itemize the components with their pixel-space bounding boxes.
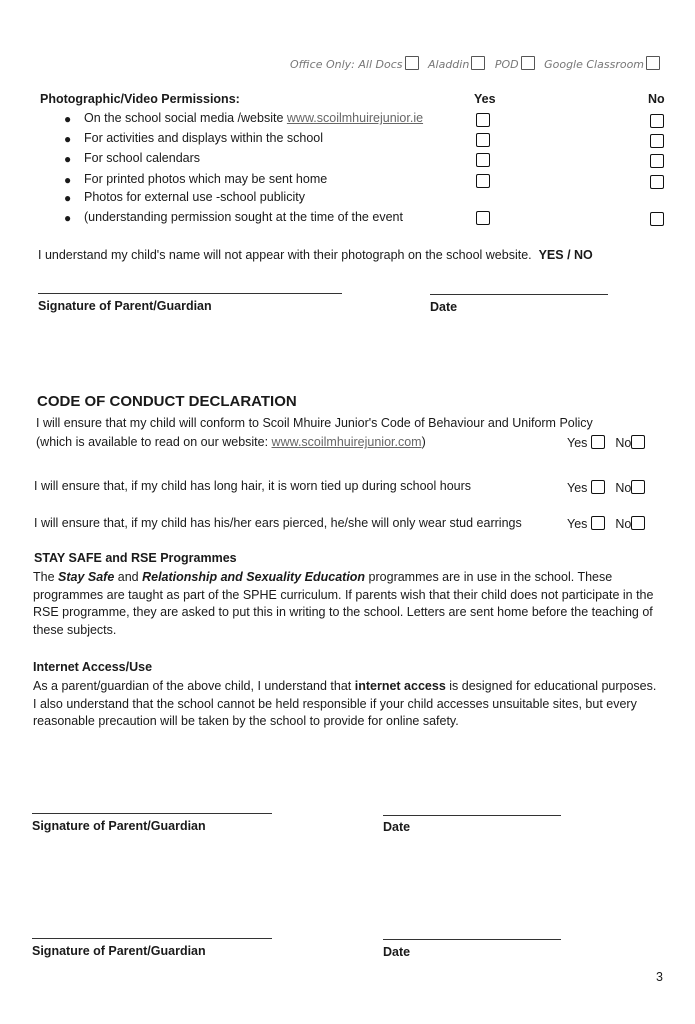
conduct-yes-no-hair — [567, 480, 645, 495]
date-label: Date — [430, 300, 458, 314]
date-line[interactable] — [383, 939, 561, 940]
photo-item-printed: For printed photos which may be sent home — [84, 172, 328, 186]
signature-line[interactable] — [32, 938, 272, 939]
photo-yes-checkbox-calendars[interactable] — [476, 153, 490, 167]
office-item-all-docs: All Docs — [358, 58, 403, 71]
conduct-line-1: I will ensure that my child will conform to Scoil Mhuire Junior's Code of Behaviour and Uniform Policy — [36, 416, 593, 430]
stay-safe-text-2: and — [114, 570, 143, 584]
signature-line[interactable] — [32, 813, 272, 814]
conduct-line-2-suffix: ) — [421, 435, 426, 449]
internet-paragraph — [33, 678, 659, 731]
photo-item-external: Photos for external use -school publicity — [84, 190, 305, 204]
date-label: Date — [383, 945, 411, 959]
stay-safe-text-3: programmes are in use in the school. These programmes are taught as part of the SPHE curriculum. If parents wish that their child does not participate in the RSE programme, they are asked to put this in writing to the school. Letters are sent home before the teaching of these subjects. — [33, 570, 654, 637]
yes-column-header: Yes — [474, 92, 496, 106]
photo-item-calendars: For school calendars — [84, 151, 201, 165]
bullet-icon: ● — [64, 173, 72, 187]
yes-label: Yes — [567, 481, 588, 495]
code-of-conduct-title: CODE OF CONDUCT DECLARATION — [37, 393, 297, 410]
bullet-icon: ● — [64, 211, 72, 225]
bullet-icon: ● — [64, 132, 72, 146]
stay-safe-title: STAY SAFE and RSE Programmes — [34, 551, 237, 565]
photo-no-checkbox-activities[interactable] — [650, 134, 664, 148]
hair-yes-checkbox[interactable] — [591, 480, 605, 494]
name-statement — [38, 248, 593, 262]
internet-text-2: is designed for educational purposes. I also understand that the school cannot be held responsible if your child accesses unsuitable sites, but every reasonable precaution will be taken by the school to provide for online safety. — [33, 679, 657, 728]
conduct-line-2-prefix: (which is available to read on our website: — [36, 435, 272, 449]
photo-no-checkbox-printed[interactable] — [650, 175, 664, 189]
ears-yes-checkbox[interactable] — [591, 516, 605, 530]
stay-safe-paragraph — [33, 569, 673, 639]
office-only-bar — [290, 56, 666, 71]
photo-yes-checkbox-printed[interactable] — [476, 174, 490, 188]
photo-yes-checkbox-activities[interactable] — [476, 133, 490, 147]
no-label: No — [615, 481, 632, 495]
signature-label: Signature of Parent/Guardian — [32, 819, 206, 833]
no-column-header: No — [648, 92, 665, 106]
ears-statement: I will ensure that, if my child has his/her ears pierced, he/she will only wear stud earrings — [34, 516, 522, 530]
photo-item-event: (understanding permission sought at the time of the event — [84, 210, 403, 224]
yes-label: Yes — [567, 517, 588, 531]
photo-item-text: On the school social media /website — [84, 111, 287, 125]
website-link[interactable]: www.scoilmhuirejunior.ie — [286, 111, 424, 125]
photo-yes-checkbox-social-media[interactable] — [476, 113, 490, 127]
website-link-com[interactable]: www.scoilmhuirejunior.com — [271, 435, 422, 449]
signature-label: Signature of Parent/Guardian — [32, 944, 206, 958]
photo-item-social-media — [84, 111, 423, 125]
conduct-line-2 — [36, 435, 426, 449]
uniform-yes-checkbox[interactable] — [591, 435, 605, 449]
date-line[interactable] — [383, 815, 561, 816]
date-line[interactable] — [430, 294, 608, 295]
bullet-icon: ● — [64, 112, 72, 126]
bullet-icon: ● — [64, 191, 72, 205]
office-item-google-classroom: Google Classroom — [544, 58, 645, 71]
bullet-icon: ● — [64, 152, 72, 166]
conduct-yes-no-ears — [567, 516, 645, 531]
stay-safe-text-1: The — [33, 570, 59, 584]
office-checkbox-google-classroom[interactable] — [646, 56, 660, 70]
internet-bold: internet access — [354, 679, 446, 693]
name-statement-text: I understand my child's name will not appear with their photograph on the school website. — [38, 248, 532, 262]
conduct-yes-no-uniform — [567, 435, 645, 450]
stay-safe-bold-1: Stay Safe — [58, 570, 115, 584]
office-checkbox-aladdin[interactable] — [471, 56, 485, 70]
office-only-label: Office Only: — [290, 58, 355, 71]
signature-line[interactable] — [38, 293, 342, 294]
uniform-no-checkbox[interactable] — [631, 435, 645, 449]
page-number: 3 — [656, 970, 663, 984]
photo-item-activities: For activities and displays within the school — [84, 131, 324, 145]
office-item-pod: POD — [494, 58, 519, 71]
photo-permissions-title: Photographic/Video Permissions: — [40, 92, 240, 106]
hair-statement: I will ensure that, if my child has long hair, it is worn tied up during school hours — [34, 479, 472, 493]
signature-label: Signature of Parent/Guardian — [38, 299, 212, 313]
office-item-aladdin: Aladdin — [428, 58, 470, 71]
office-checkbox-all-docs[interactable] — [405, 56, 419, 70]
stay-safe-bold-2: Relationship and Sexuality Education — [142, 570, 366, 584]
ears-no-checkbox[interactable] — [631, 516, 645, 530]
yes-no-option[interactable]: YES / NO — [538, 248, 593, 262]
hair-no-checkbox[interactable] — [631, 480, 645, 494]
no-label: No — [615, 436, 632, 450]
office-checkbox-pod[interactable] — [521, 56, 535, 70]
photo-yes-checkbox-external[interactable] — [476, 211, 490, 225]
internet-text-1: As a parent/guardian of the above child, I understand that — [33, 679, 355, 693]
date-label: Date — [383, 820, 411, 834]
photo-no-checkbox-calendars[interactable] — [650, 154, 664, 168]
internet-title: Internet Access/Use — [33, 660, 153, 674]
photo-no-checkbox-social-media[interactable] — [650, 114, 664, 128]
yes-label: Yes — [567, 436, 588, 450]
photo-no-checkbox-external[interactable] — [650, 212, 664, 226]
no-label: No — [615, 517, 632, 531]
